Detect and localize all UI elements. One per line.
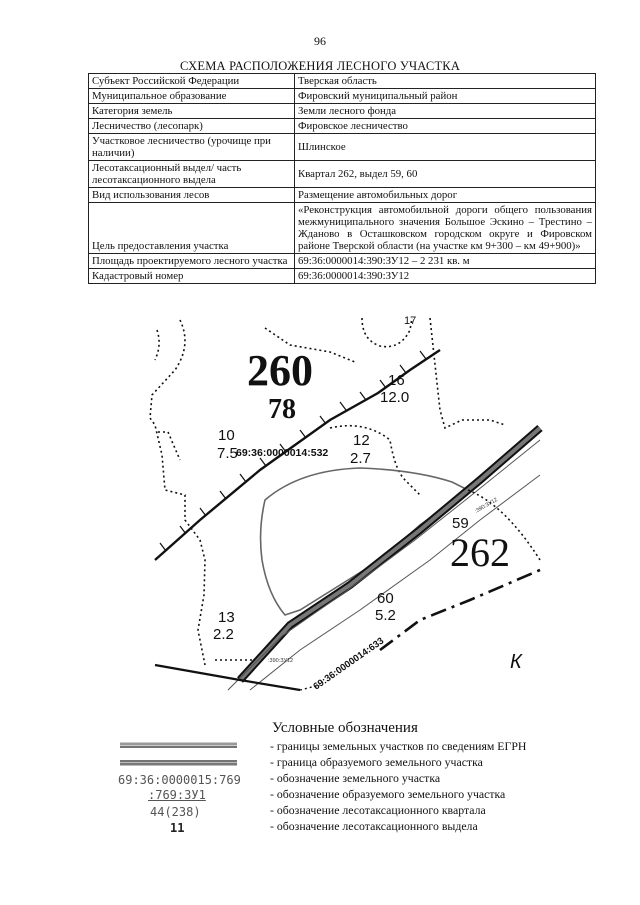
row-label: Площадь проектируемого лесного участка — [89, 254, 295, 269]
row-value: «Реконструкция автомобильной дороги общего пользования межмуниципального значения Большое Эскино – Трестино – Жданово в Осташковском городском округе и Фировском районе Тверской области (на участке км 9+300 – км 49+900)» — [295, 203, 596, 254]
vydel-boundary — [155, 330, 159, 360]
quarter-number-260: 260 — [247, 346, 313, 395]
quarter-label-partial: К — [510, 651, 522, 673]
legend-item: - границы земельных участков по сведениям ЕГРН — [270, 739, 527, 753]
row-value: Фировский муниципальный район — [295, 89, 596, 104]
vydel-number: 16 — [388, 372, 405, 389]
row-value: Земли лесного фонда — [295, 104, 596, 119]
row-label: Кадастровый номер — [89, 269, 295, 284]
legend-sample-quarter-number: 44(238) — [150, 805, 201, 819]
vydel-value: 7.5 — [217, 445, 238, 462]
vydel-number: 10 — [218, 427, 235, 444]
row-label: Цель предоставления участка — [89, 203, 295, 254]
vydel-boundary-dashdot — [380, 570, 540, 650]
cadastre-number-633: 69:36:0000014:633 — [311, 635, 387, 693]
legend-sample-new-plot-number: :769:ЗУ1 — [148, 788, 206, 802]
row-label: Вид использования лесов — [89, 188, 295, 203]
vydel-number: 59 — [452, 515, 469, 532]
row-value: Тверская область — [295, 74, 596, 89]
legend-samples — [120, 744, 237, 764]
row-label: Лесничество (лесопарк) — [89, 119, 295, 134]
legend-title: Условные обозначения — [272, 720, 418, 736]
vydel-value: 5.2 — [375, 607, 396, 624]
vydel-boundary — [158, 432, 180, 460]
quarter-number-78: 78 — [268, 394, 296, 425]
new-plot-label: :390:ЗУ12 — [474, 496, 499, 515]
vydel-number: 12 — [353, 432, 370, 449]
vydel-number: 60 — [377, 590, 394, 607]
vydel-boundary — [330, 426, 420, 495]
row-value: Шлинское — [295, 134, 596, 161]
page-number: 96 — [314, 34, 326, 48]
vydel-boundaries — [150, 318, 505, 665]
legend-item: - обозначение земельного участка — [270, 771, 441, 785]
row-label: Лесотаксационный выдел/ часть лесотаксационного выдела — [89, 161, 295, 188]
row-value: Фировское лесничество — [295, 119, 596, 134]
vydel-value: 12.0 — [380, 389, 410, 406]
quarter-number-262: 262 — [450, 530, 510, 575]
document-title: СХЕМА РАСПОЛОЖЕНИЯ ЛЕСНОГО УЧАСТКА — [179, 59, 461, 73]
row-label: Муниципальное образование — [89, 89, 295, 104]
row-label: Субъект Российской Федерации — [89, 74, 295, 89]
vydel-value: 2.2 — [213, 626, 234, 643]
row-value: 69:36:0000014:390:ЗУ12 – 2 231 кв. м — [295, 254, 596, 269]
vydel-boundary — [430, 318, 505, 428]
row-label: Участковое лесничество (урочище при наличии) — [89, 134, 295, 161]
legend-item: - обозначение лесотаксационного квартала — [270, 803, 486, 817]
new-plot-boundary — [250, 475, 540, 690]
legend-sample-vydel-number: 11 — [170, 821, 185, 835]
legend-item: - обозначение лесотаксационного выдела — [270, 819, 478, 833]
vydel-number: 13 — [218, 609, 235, 626]
legend-item: - обозначение образуемого земельного участка — [270, 787, 506, 801]
quarter-boundary — [155, 665, 300, 690]
new-plot-label: :390:ЗУ12 — [268, 658, 294, 664]
vydel-boundary — [150, 320, 205, 665]
row-value: Размещение автомобильных дорог — [295, 188, 596, 203]
legend-item: - граница образуемого земельного участка — [270, 755, 483, 769]
row-value: 69:36:0000014:390:ЗУ12 — [295, 269, 596, 284]
legend-sample-egrn-number: 69:36:0000015:769 — [118, 773, 241, 787]
cadastre-number-532: 69:36:0000014:532 — [236, 447, 329, 459]
vydel-number: 17 — [404, 315, 417, 327]
vydel-value: 2.7 — [350, 450, 371, 467]
egrn-plot-boundary — [261, 468, 468, 615]
row-value: Квартал 262, выдел 59, 60 — [295, 161, 596, 188]
row-label: Категория земель — [89, 104, 295, 119]
